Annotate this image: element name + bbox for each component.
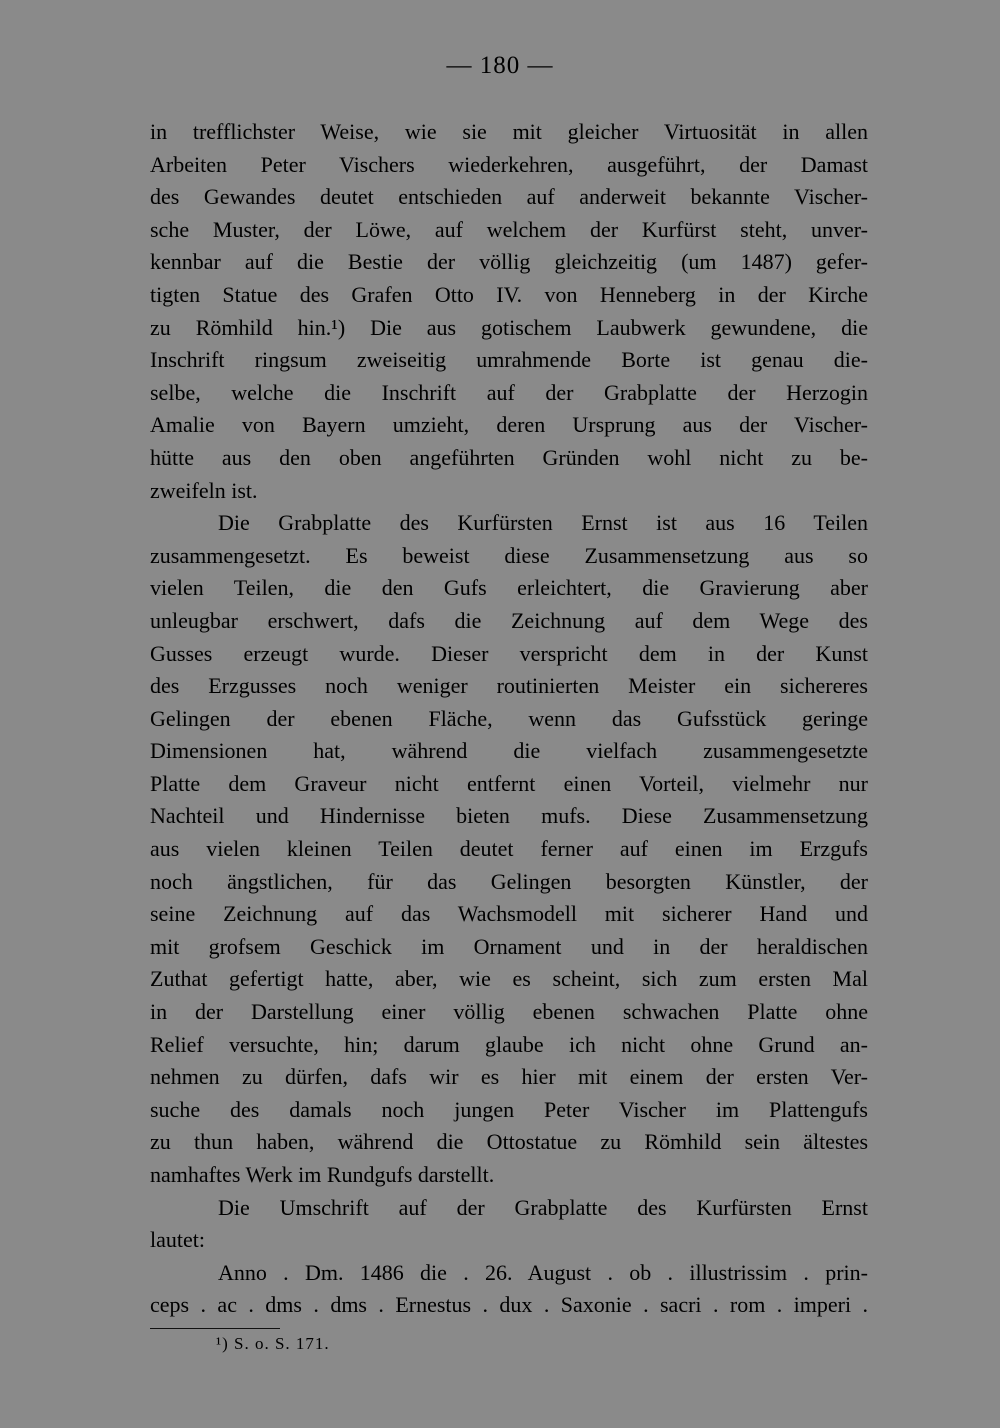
text-line: aus vielen kleinen Teilen deutet ferner auf einen im Erzgufs	[150, 836, 868, 862]
text-line: Die Umschrift auf der Grabplatte des Kurfürsten Ernst	[218, 1194, 868, 1220]
text-line: Arbeiten Peter Vischers wiederkehren, ausgeführt, der Damast	[150, 151, 868, 177]
body-text	[150, 116, 868, 1322]
text-line: unleugbar erschwert, dafs die Zeichnung auf dem Wege des	[150, 607, 868, 633]
text-line: lautet:	[150, 1227, 205, 1253]
text-line: des Gewandes deutet entschieden auf anderweit bekannte Vischer-	[150, 184, 868, 210]
text-line: in trefflichster Weise, wie sie mit gleicher Virtuosität in allen	[150, 119, 868, 144]
text-line: Anno . Dm. 1486 die . 26. August . ob . illustrissim . prin-	[218, 1259, 868, 1285]
text-line: zu Römhild hin.¹) Die aus gotischem Laubwerk gewundene, die	[150, 314, 868, 340]
footnote-divider	[150, 1328, 280, 1329]
text-line: Gusses erzeugt wurde. Dieser verspricht dem in der Kunst	[150, 640, 868, 666]
text-line: zusammengesetzt. Es beweist diese Zusammensetzung aus so	[150, 542, 868, 568]
text-line: zu thun haben, während die Ottostatue zu Römhild sein ältestes	[150, 1129, 868, 1155]
text-line: Die Grabplatte des Kurfürsten Ernst ist aus 16 Teilen	[218, 510, 868, 536]
text-line: Dimensionen hat, während die vielfach zusammengesetzte	[150, 738, 868, 764]
text-line: Nachteil und Hindernisse bieten mufs. Diese Zusammensetzung	[150, 803, 868, 829]
text-line: suche des damals noch jungen Peter Vischer im Plattengufs	[150, 1096, 868, 1122]
text-line: mit grofsem Geschick im Ornament und in der heraldischen	[150, 933, 868, 959]
text-line: Zuthat gefertigt hatte, aber, wie es scheint, sich zum ersten Mal	[150, 966, 868, 992]
text-line: Inschrift ringsum zweiseitig umrahmende Borte ist genau die-	[150, 347, 868, 373]
text-line: in der Darstellung einer völlig ebenen schwachen Platte ohne	[150, 999, 868, 1025]
text-line: namhaftes Werk im Rundgufs darstellt.	[150, 1162, 495, 1187]
text-line: Amalie von Bayern umzieht, deren Ursprung aus der Vischer-	[150, 412, 868, 438]
text-line: Relief versuchte, hin; darum glaube ich nicht ohne Grund an-	[150, 1031, 868, 1057]
footnote: ¹) S. o. S. 171.	[216, 1334, 330, 1353]
text-line: Gelingen der ebenen Fläche, wenn das Gufsstück geringe	[150, 705, 868, 731]
text-line: ceps . ac . dms . dms . Ernestus . dux . Saxonie . sacri . rom . imperi .	[150, 1292, 868, 1318]
text-line: tigten Statue des Grafen Otto IV. von Henneberg in der Kirche	[150, 281, 868, 307]
text-line: seine Zeichnung auf das Wachsmodell mit sicherer Hand und	[150, 901, 868, 927]
text-line: hütte aus den oben angeführten Gründen wohl nicht zu be-	[150, 444, 868, 470]
text-line: noch ängstlichen, für das Gelingen besorgten Künstler, der	[150, 868, 868, 894]
text-line: selbe, welche die Inschrift auf der Grabplatte der Herzogin	[150, 379, 868, 405]
text-line: zweifeln ist.	[150, 477, 258, 503]
text-line: nehmen zu dürfen, dafs wir es hier mit einem der ersten Ver-	[150, 1064, 868, 1090]
text-line: Platte dem Graveur nicht entfernt einen Vorteil, vielmehr nur	[150, 770, 868, 796]
text-line: kennbar auf die Bestie der völlig gleichzeitig (um 1487) gefer-	[150, 249, 868, 275]
page-number: — 180 —	[446, 52, 554, 79]
text-line: des Erzgusses noch weniger routinierten Meister ein sichereres	[150, 673, 868, 699]
text-line: vielen Teilen, die den Gufs erleichtert, die Gravierung aber	[150, 575, 868, 601]
text-line: sche Muster, der Löwe, auf welchem der Kurfürst steht, unver-	[150, 216, 868, 242]
